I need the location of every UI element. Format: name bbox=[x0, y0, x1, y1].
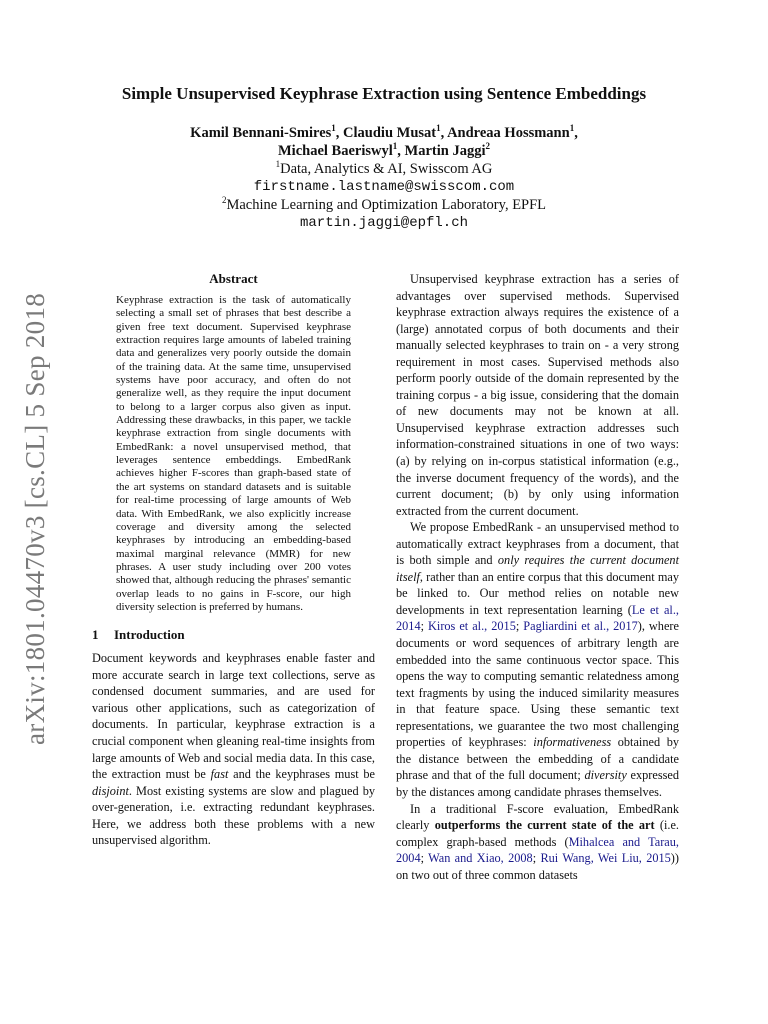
author-name: Michael Baeriswyl bbox=[278, 143, 393, 159]
left-column bbox=[92, 270, 375, 849]
citation-link[interactable]: Rui Wang, Wei Liu, 2015 bbox=[540, 851, 671, 866]
citation-link[interactable]: Pagliardini et al., 2017 bbox=[523, 619, 638, 634]
citation-link[interactable]: Kiros et al., 2015 bbox=[428, 619, 516, 634]
intro-paragraph-1 bbox=[92, 650, 375, 849]
right-paragraph-3 bbox=[396, 801, 679, 884]
right-paragraph-1: Unsupervised keyphrase extraction has a series of advantages over supervised methods. Supervised keyphrase extraction always requires the existence of a (large) annotated corpus of both documents and their manually selected keyphrases to train on - a very strong requirement in most cases. Supervised methods also perform poorly outside of the domain represented by the training corpus - a big issue, considering that the domain of new documents may not be known at all. Unsupervised keyphrase extraction addresses such information-constrained situations in one of two ways: (a) by relying on in-corpus statistical information (e.g., the inverse document frequency of the words), and the current document; (b) by only using information extracted from the current document. bbox=[396, 272, 679, 518]
author-name: Kamil Bennani-Smires bbox=[190, 125, 332, 141]
text-run: . Most existing systems are slow and plagued by over-generation, i.e. extracting redundant keyphrases. Here, we address both these problems with a new unsupervised algorithm. bbox=[92, 783, 375, 848]
affiliation-2 bbox=[60, 196, 708, 214]
text-run: obtained by the distance between the embedding of a candidate phrase and that of the full document; bbox=[396, 735, 680, 783]
section-number: 1 bbox=[92, 627, 99, 643]
text-run: expressed by the distances among candidate phrases themselves. bbox=[396, 768, 680, 799]
text-run: We propose EmbedRank - an unsupervised method to automatically extract keyphrases from a document, that is both simple and bbox=[396, 520, 679, 568]
section-title: Introduction bbox=[114, 627, 185, 643]
strong-outperforms: outperforms the current state of the art bbox=[434, 818, 655, 833]
arxiv-identifier: arXiv:1801.04470v3 [cs.CL] 5 Sep 2018 bbox=[20, 292, 50, 745]
author-separator: , bbox=[335, 125, 344, 141]
email-2: martin.jaggi@epfl.ch bbox=[299, 215, 469, 231]
affiliation-marker: 1 bbox=[275, 159, 281, 170]
author-affiliation-marker: 1 bbox=[331, 123, 336, 134]
email-1: firstname.lastname@swisscom.com bbox=[253, 179, 515, 195]
affiliation-marker: 2 bbox=[221, 195, 227, 206]
author-line-2 bbox=[60, 142, 708, 160]
text-run: ), where documents or word sequences of arbitrary length are embedded into the same continuous vector space. This opens the way to computing semantic relatedness among text fragments by using the induced similarity measures in that feature space. Using these semantic text representations, we guarantee the two most challenging properties of keyphrases: bbox=[396, 619, 679, 750]
author-affiliation-marker: 2 bbox=[485, 141, 490, 152]
abstract-heading: Abstract bbox=[209, 271, 258, 286]
paper-title: Simple Unsupervised Keyphrase Extraction using Sentence Embeddings bbox=[121, 84, 647, 103]
affiliation-name: Machine Learning and Optimization Laboratory, EPFL bbox=[226, 197, 547, 213]
affiliation-name: Data, Analytics & AI, Swisscom AG bbox=[280, 161, 493, 177]
citation-link[interactable]: Mihalcea and Tarau, 2004 bbox=[396, 834, 679, 866]
emphasis-diversity: diversity bbox=[584, 768, 627, 783]
emphasis-only-requires: only requires the current document itself bbox=[396, 553, 679, 584]
emphasis-fast: fast bbox=[210, 767, 229, 782]
author-affiliation-marker: 1 bbox=[436, 123, 441, 134]
author-name: Andreaa Hossmann bbox=[447, 125, 570, 141]
text-run: Document keywords and keyphrases enable faster and more accurate search in large text collections, serve as condensed document summaries, and are used for various other applications, such as categorization of documents. In particular, keyphrase extraction is a crucial component when gleaning real-time insights from large amounts of Web and social media data. In this case, the extraction must be bbox=[92, 651, 375, 782]
author-line-1 bbox=[60, 124, 708, 142]
author-name: Martin Jaggi bbox=[404, 143, 486, 159]
right-paragraph-2 bbox=[396, 519, 679, 800]
right-column bbox=[396, 271, 679, 883]
abstract-text: Keyphrase extraction is the task of automatically selecting a small set of phrases that best describe a given free text document. Supervised keyphrase extraction requires large amounts of labeled training data and generalizes very poorly outside the domain of the training data. At the same time, unsupervised systems have poor accuracy, and often do not generalize well, as they require the input document to belong to a larger corpus also given as input. Addressing these drawbacks, in this paper, we tackle keyphrase extraction from single documents with EmbedRank: a novel unsupervised method, that leverages sentence embeddings. EmbedRank achieves higher F-scores than graph-based state of the art systems on standard datasets and is suitable for real-time processing of large amounts of Web data. With EmbedRank, we also explicitly increase coverage and diversity among the selected keyphrases by introducing an embedding-based maximal marginal relevance (MMR) for new phrases. A user study including over 200 votes showed that, although reducing the phrases' semantic overlap leads to no gains in F-score, our high diversity selection is preferred by humans. bbox=[116, 294, 351, 613]
affiliation-1 bbox=[60, 160, 708, 178]
text-run: (i.e. complex graph-based methods ( bbox=[396, 818, 679, 849]
text-run: ; bbox=[420, 619, 429, 634]
author-name: Claudiu Musat bbox=[343, 125, 437, 141]
emphasis-informativeness: informativeness bbox=[533, 735, 612, 750]
section-heading-introduction bbox=[92, 626, 375, 644]
author-separator: , bbox=[574, 125, 578, 141]
text-run: , rather than an entire corpus that this document may be linked to. Our method relies on notable new developments in text representation learning ( bbox=[396, 569, 679, 617]
text-run: ; bbox=[420, 851, 429, 866]
text-run: )) on two out of three common datasets bbox=[396, 851, 679, 882]
text-run: ; bbox=[515, 619, 524, 634]
author-separator: , bbox=[440, 125, 448, 141]
author-affiliation-marker: 1 bbox=[569, 123, 575, 134]
citation-link[interactable]: Wan and Xiao, 2008 bbox=[428, 851, 533, 866]
emphasis-disjoint: disjoint bbox=[92, 783, 129, 798]
author-affiliation-marker: 1 bbox=[392, 141, 398, 152]
text-run: and the keyphrases must be bbox=[228, 767, 375, 782]
text-run: ; bbox=[532, 851, 541, 866]
author-block bbox=[60, 124, 708, 232]
citation-link[interactable]: Le et al., 2014 bbox=[396, 602, 679, 634]
author-separator: , bbox=[397, 143, 405, 159]
text-run: In a traditional F-score evaluation, EmbedRank clearly bbox=[396, 801, 679, 833]
